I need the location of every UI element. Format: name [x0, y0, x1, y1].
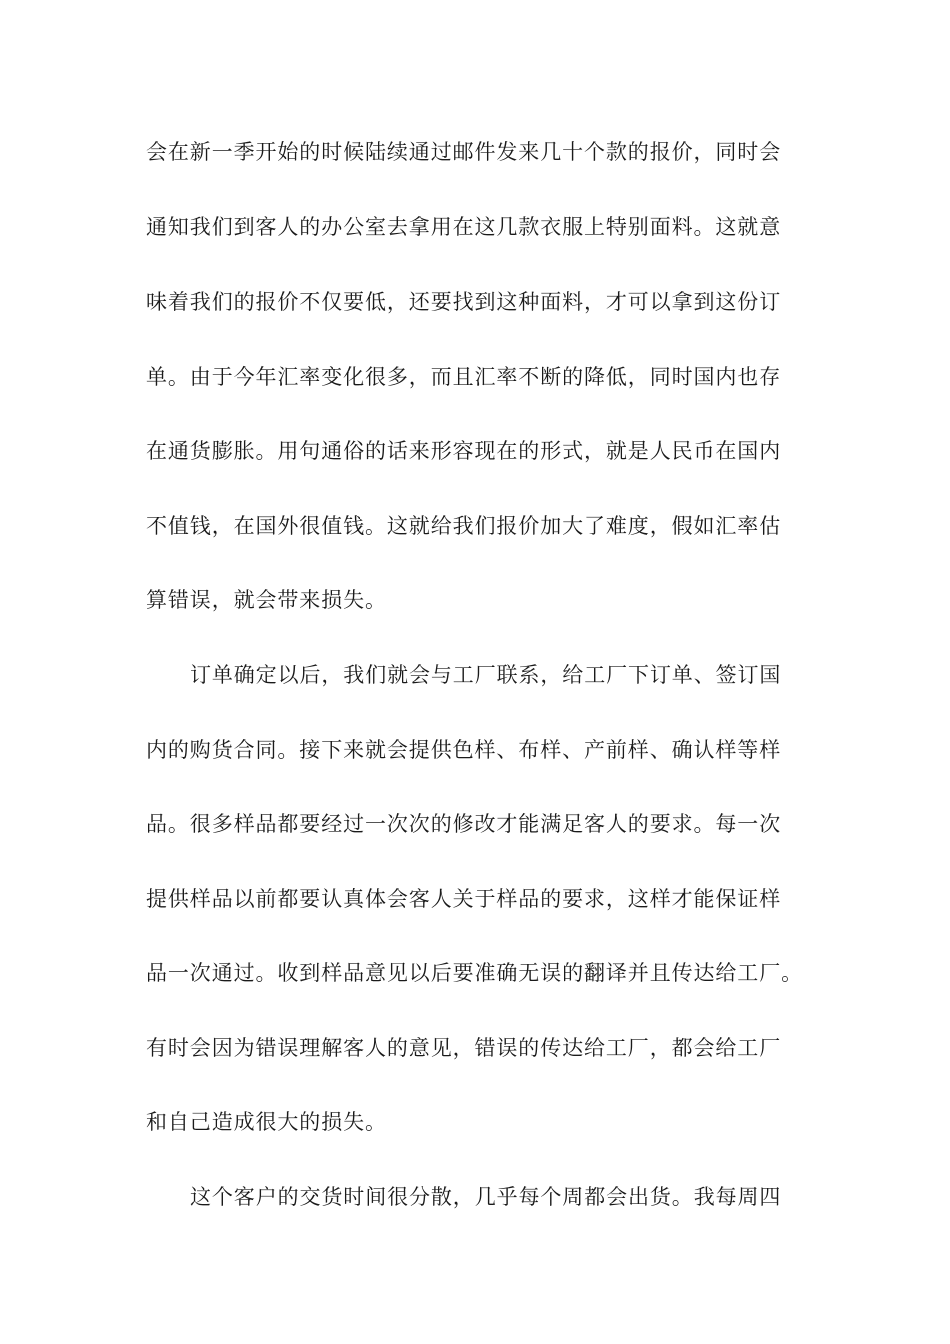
paragraph-1-line-1: 会在新一季开始的时候陆续通过邮件发来几十个款的报价，同时会 [146, 140, 782, 164]
paragraph-3-line-1: 这个客户的交货时间很分散，几乎每个周都会出货。我每周四 [190, 1185, 782, 1209]
paragraph-1-line-5: 在通货膨胀。用句通俗的话来形容现在的形式，就是人民币在国内 [146, 439, 782, 463]
paragraph-1-line-2: 通知我们到客人的办公室去拿用在这几款衣服上特别面料。这就意 [146, 215, 782, 239]
paragraph-2-line-7: 和自己造成很大的损失。 [146, 1110, 387, 1134]
paragraph-2-line-5: 品一次通过。收到样品意见以后要准确无误的翻译并且传达给工厂。 [146, 961, 803, 985]
paragraph-1-line-4: 单。由于今年汇率变化很多，而且汇率不断的降低，同时国内也存 [146, 365, 782, 389]
paragraph-2-line-3: 品。很多样品都要经过一次次的修改才能满足客人的要求。每一次 [146, 812, 782, 836]
paragraph-2-line-1: 订单确定以后，我们就会与工厂联系，给工厂下订单、签订国 [190, 663, 782, 687]
paragraph-2-line-2: 内的购货合同。接下来就会提供色样、布样、产前样、确认样等样 [146, 738, 782, 762]
paragraph-2-line-4: 提供样品以前都要认真体会客人关于样品的要求，这样才能保证样 [146, 887, 782, 911]
paragraph-1-line-7: 算错误，就会带来损失。 [146, 588, 387, 612]
paragraph-2-line-6: 有时会因为错误理解客人的意见，错误的传达给工厂，都会给工厂 [146, 1036, 782, 1060]
paragraph-1-line-3: 味着我们的报价不仅要低，还要找到这种面料，才可以拿到这份订 [146, 290, 782, 314]
paragraph-1-line-6: 不值钱，在国外很值钱。这就给我们报价加大了难度，假如汇率估 [146, 514, 782, 538]
